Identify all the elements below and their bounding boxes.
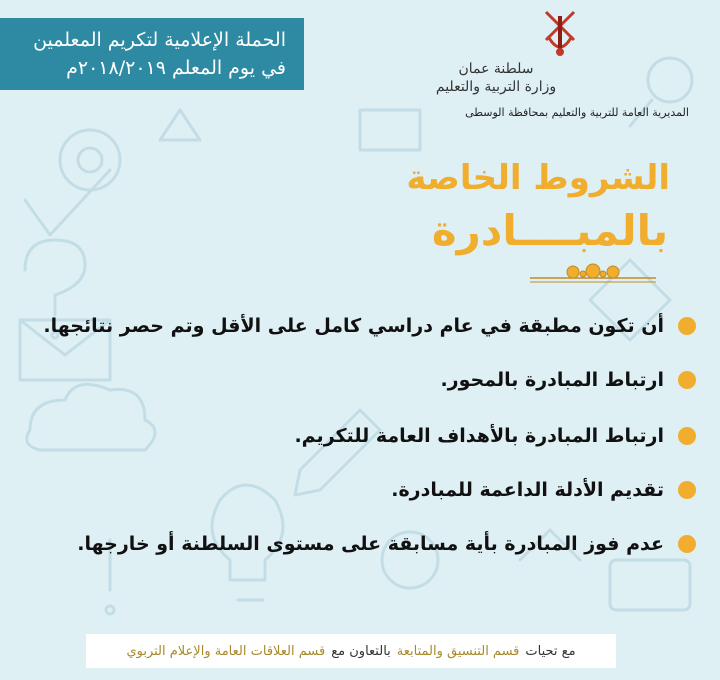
bullet-icon xyxy=(678,481,696,499)
list-item xyxy=(294,416,696,456)
footer-conjunction: بالتعاون مع xyxy=(331,643,391,659)
condition-text: عدم فوز المبادرة بأية مسابقة على مستوى السلطنة أو خارجها. xyxy=(77,533,664,555)
flourish-divider-icon xyxy=(528,262,658,284)
campaign-title: الحملة الإعلامية لتكريم المعلمين xyxy=(33,29,286,51)
ministry-header xyxy=(396,60,596,96)
directorate-name: المديرية العامة للتربية والتعليم بمحافظة الوسطى xyxy=(465,106,689,119)
list-item xyxy=(391,470,696,510)
list-item xyxy=(43,306,696,346)
country-name: سلطنة عمان xyxy=(458,61,534,77)
condition-text: ارتباط المبادرة بالأهداف العامة للتكريم. xyxy=(294,425,664,447)
campaign-banner xyxy=(0,18,304,90)
section-title: الشروط الخاصة xyxy=(406,158,670,198)
oman-emblem-icon xyxy=(538,6,582,62)
section-subtitle: بالمبــــادرة xyxy=(431,206,669,255)
bullet-icon xyxy=(678,535,696,553)
list-item xyxy=(77,524,696,564)
condition-text: تقديم الأدلة الداعمة للمبادرة. xyxy=(391,479,664,501)
footer-prefix: مع تحيات xyxy=(525,643,576,659)
bullet-icon xyxy=(678,317,696,335)
footer-credits xyxy=(86,634,616,668)
condition-text: ارتباط المبادرة بالمحور. xyxy=(440,369,664,391)
condition-text: أن تكون مطبقة في عام دراسي كامل على الأقل وتم حصر نتائجها. xyxy=(43,315,664,337)
bullet-icon xyxy=(678,371,696,389)
list-item xyxy=(440,360,696,400)
campaign-subtitle: في يوم المعلم ٢٠١٨/٢٠١٩م xyxy=(66,57,286,79)
footer-dept-media: قسم العلاقات العامة والإعلام التربوي xyxy=(126,643,326,659)
footer-dept-coordination: قسم التنسيق والمتابعة xyxy=(396,643,520,659)
ministry-name: وزارة التربية والتعليم xyxy=(435,79,557,95)
bullet-icon xyxy=(678,427,696,445)
